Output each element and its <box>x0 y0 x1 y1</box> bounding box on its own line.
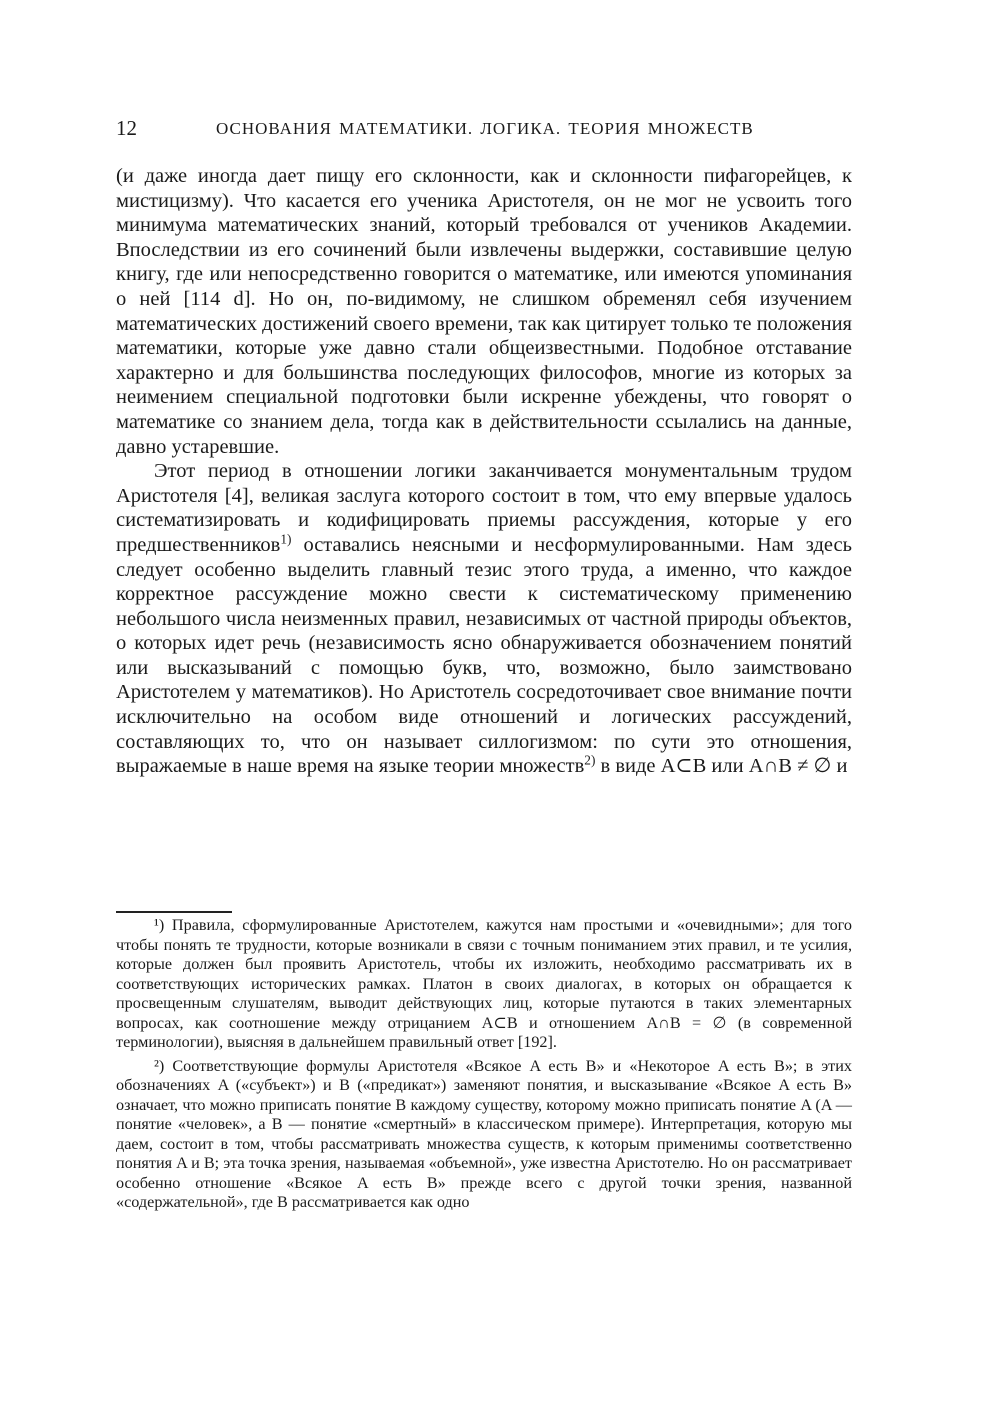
footnote-2: ²) Соответствующие формулы Аристотеля «Всякое A есть B» и «Некоторое A есть B»; в этих обозначениях A («субъект») и B («предикат») заменяют понятия, и высказывание «Всякое A есть B» означает, что можно приписать понятие B каждому существу, которому можно приписать понятие A (A — понятие «человек», а B — понятие «смертный» в классическом примере). Интерпретация, которую мы даем, состоит в том, чтобы рассматривать множества существ, к которым применимы соответственно понятия A и B; эта точка зрения, называемая «объемной», уже известна Аристотелю. Но он рассматривает особенно отношение «Всякое A есть B» прежде всего с другой точки зрения, названной «содержательной», где B рассматривается как одно <box>116 1056 852 1211</box>
footnote-ref-2: 2) <box>584 752 596 768</box>
running-title: ОСНОВАНИЯ МАТЕМАТИКИ. ЛОГИКА. ТЕОРИЯ МНОЖЕСТВ <box>216 119 754 138</box>
paragraph-1: (и даже иногда дает пищу его склонности, как и склонности пифагорейцев, к мистицизму). Что касается его ученика Аристотеля, он не мог не усвоить того минимума математических знаний, который требовался от учеников Академии. Впоследствии из его сочинений были извлечены выдержки, составившие целую книгу, где или непосредственно говорится о математике, или имеются упоминания о ней [114 d]. Но он, по-видимому, не слишком обременял себя изучением математических достижений своего времени, так как цитирует только те положения математики, которые уже давно стали общеизвестными. Подобное отставание характерно и для большинства последующих философов, многие из которых за неимением специальной подготовки были искренне убеждены, что говорят о математике со знанием дела, тогда как в действительности ссылались на данные, давно устаревшие. <box>116 165 852 458</box>
paragraph-2-text-c: в виде A⊂B или A∩B ≠ ∅ и <box>595 755 848 778</box>
page-number: 12 <box>116 116 137 140</box>
main-text <box>116 164 852 779</box>
footnote-ref-1: 1) <box>280 531 292 547</box>
footnotes <box>116 916 852 1213</box>
footnote-divider <box>116 911 232 913</box>
paragraph-2-text-a: Этот период в отношении логики заканчивается монументальным трудом Аристотеля [4], великая заслуга которого состоит в том, что ему впервые удалось систематизировать и кодифицировать приемы рассуждения, которые у его предшественников <box>116 460 852 556</box>
footnote-1: ¹) Правила, сформулированные Аристотелем, кажутся нам простыми и «очевидными»; для того чтобы понять те трудности, которые возникали в связи с точным пониманием этих правил, и те усилия, которые должен был проявить Аристотель, чтобы их изложить, необходимо рассматривать их в соответствующих исторических рамках. Платон в своих диалогах, в которых он обращается к просвещенным слушателям, выводит действующих лиц, которые путаются в таких элементарных вопросах, как соотношение между отрицанием A⊂B и отношением A∩B = ∅ (в современной терминологии), выясняя в дальнейшем правильный ответ [192]. <box>116 916 852 1051</box>
paragraph-2 <box>116 459 852 779</box>
paragraph-2-text-b: оставались неясными и несформулированными. Нам здесь следует особенно выделить главный тезис этого труда, а именно, что каждое корректное рассуждение можно свести к систематическому применению небольшого числа неизменных правил, независимых от частной природы объектов, о которых идет речь (независимость ясно обнаруживается обозначением понятий или высказываний с помощью букв, что, возможно, было заимствовано Аристотелем у математиков). Но Аристотель сосредоточивает свое внимание почти исключительно на особом виде отношений и логических рассуждений, составляющих то, что он называет силлогизмом: по сути это отношения, выражаемые в наше время на языке теории множеств <box>116 533 852 778</box>
page-header <box>116 116 852 142</box>
